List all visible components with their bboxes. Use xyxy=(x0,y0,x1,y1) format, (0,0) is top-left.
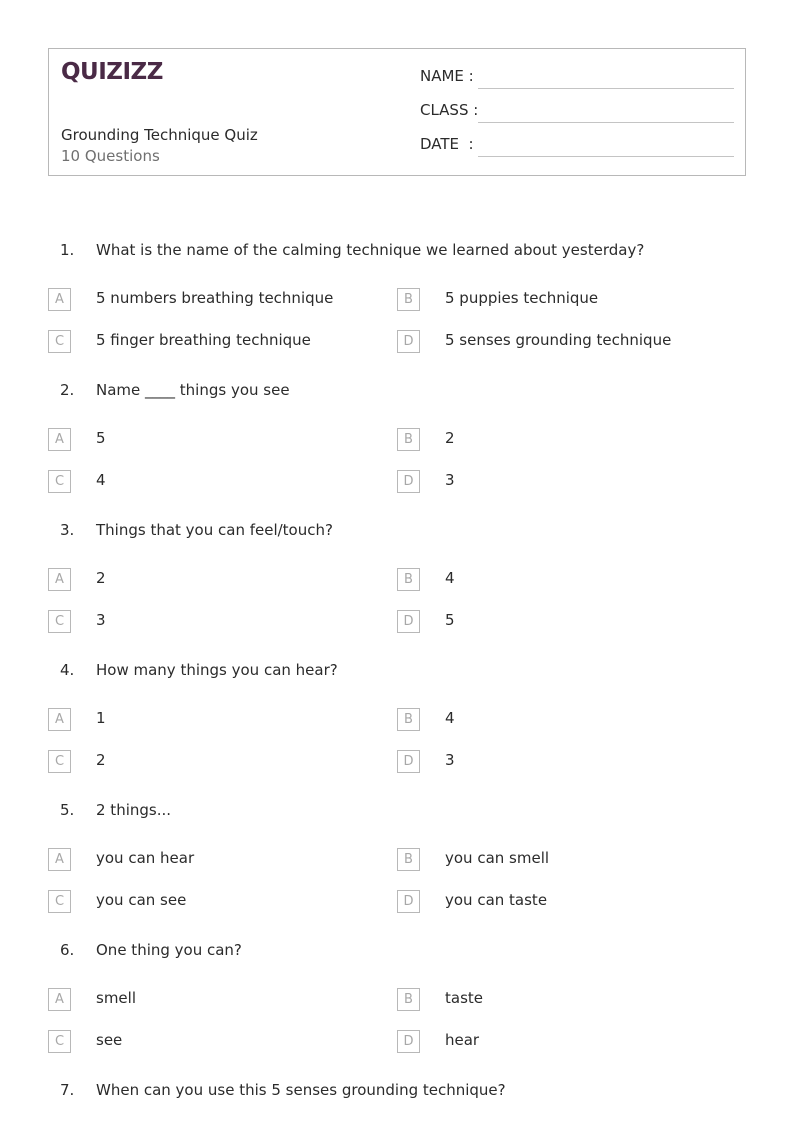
option-text: you can taste xyxy=(445,891,548,909)
option-text: 2 xyxy=(445,429,455,447)
option-text: 5 xyxy=(445,611,455,629)
option-letter-box[interactable]: C xyxy=(48,890,71,913)
option-text: 2 xyxy=(96,569,106,587)
option-text: smell xyxy=(96,989,136,1007)
question-text: Name ____ things you see xyxy=(96,381,290,399)
question-number: 1. xyxy=(60,241,75,259)
option-text: 1 xyxy=(96,709,106,727)
option-letter-box[interactable]: A xyxy=(48,428,71,451)
question-text: When can you use this 5 senses grounding technique? xyxy=(96,1081,506,1099)
question-number: 3. xyxy=(60,521,75,539)
name-line[interactable] xyxy=(478,88,734,89)
question-number: 5. xyxy=(60,801,75,819)
option-letter-box[interactable]: B xyxy=(397,708,420,731)
option-text: 3 xyxy=(445,471,455,489)
option-text: 2 xyxy=(96,751,106,769)
date-label: DATE : xyxy=(420,135,474,153)
option-letter-box[interactable]: D xyxy=(397,890,420,913)
option-letter-box[interactable]: C xyxy=(48,610,71,633)
date-field[interactable] xyxy=(420,135,734,159)
question-text: How many things you can hear? xyxy=(96,661,338,679)
question-text: What is the name of the calming technique we learned about yesterday? xyxy=(96,241,645,259)
class-label: CLASS : xyxy=(420,101,479,119)
option-letter-box[interactable]: C xyxy=(48,470,71,493)
question-number: 4. xyxy=(60,661,75,679)
option-letter-box[interactable]: A xyxy=(48,568,71,591)
question-count: 10 Questions xyxy=(61,147,160,165)
option-text: 5 puppies technique xyxy=(445,289,599,307)
class-field[interactable] xyxy=(420,101,734,125)
option-text: 4 xyxy=(445,709,455,727)
option-letter-box[interactable]: B xyxy=(397,428,420,451)
option-text: 4 xyxy=(445,569,455,587)
option-letter-box[interactable]: D xyxy=(397,470,420,493)
option-text: 3 xyxy=(445,751,455,769)
option-text: 5 finger breathing technique xyxy=(96,331,311,349)
question-number: 2. xyxy=(60,381,75,399)
option-text: you can see xyxy=(96,891,187,909)
date-line[interactable] xyxy=(478,156,734,157)
worksheet-header xyxy=(48,48,746,176)
name-field[interactable] xyxy=(420,67,734,91)
option-letter-box[interactable]: C xyxy=(48,1030,71,1053)
option-letter-box[interactable]: B xyxy=(397,288,420,311)
question-number: 7. xyxy=(60,1081,75,1099)
question-text: 2 things... xyxy=(96,801,172,819)
option-letter-box[interactable]: B xyxy=(397,848,420,871)
option-text: hear xyxy=(445,1031,480,1049)
option-letter-box[interactable]: A xyxy=(48,708,71,731)
option-letter-box[interactable]: A xyxy=(48,988,71,1011)
option-letter-box[interactable]: C xyxy=(48,330,71,353)
question-text: Things that you can feel/touch? xyxy=(96,521,333,539)
quiz-title: Grounding Technique Quiz xyxy=(61,126,258,144)
question-number: 6. xyxy=(60,941,75,959)
option-text: see xyxy=(96,1031,123,1049)
option-letter-box[interactable]: B xyxy=(397,988,420,1011)
option-text: 4 xyxy=(96,471,106,489)
option-text: you can smell xyxy=(445,849,550,867)
option-letter-box[interactable]: A xyxy=(48,288,71,311)
option-letter-box[interactable]: D xyxy=(397,330,420,353)
option-text: 3 xyxy=(96,611,106,629)
quizizz-logo: QUIZIZZ xyxy=(61,59,163,85)
question-text: One thing you can? xyxy=(96,941,242,959)
class-line[interactable] xyxy=(478,122,734,123)
option-letter-box[interactable]: C xyxy=(48,750,71,773)
option-text: 5 xyxy=(96,429,106,447)
option-letter-box[interactable]: D xyxy=(397,750,420,773)
option-letter-box[interactable]: D xyxy=(397,610,420,633)
option-text: you can hear xyxy=(96,849,195,867)
name-label: NAME : xyxy=(420,67,474,85)
option-text: 5 numbers breathing technique xyxy=(96,289,334,307)
option-text: 5 senses grounding technique xyxy=(445,331,672,349)
option-letter-box[interactable]: B xyxy=(397,568,420,591)
option-letter-box[interactable]: D xyxy=(397,1030,420,1053)
option-letter-box[interactable]: A xyxy=(48,848,71,871)
option-text: taste xyxy=(445,989,483,1007)
